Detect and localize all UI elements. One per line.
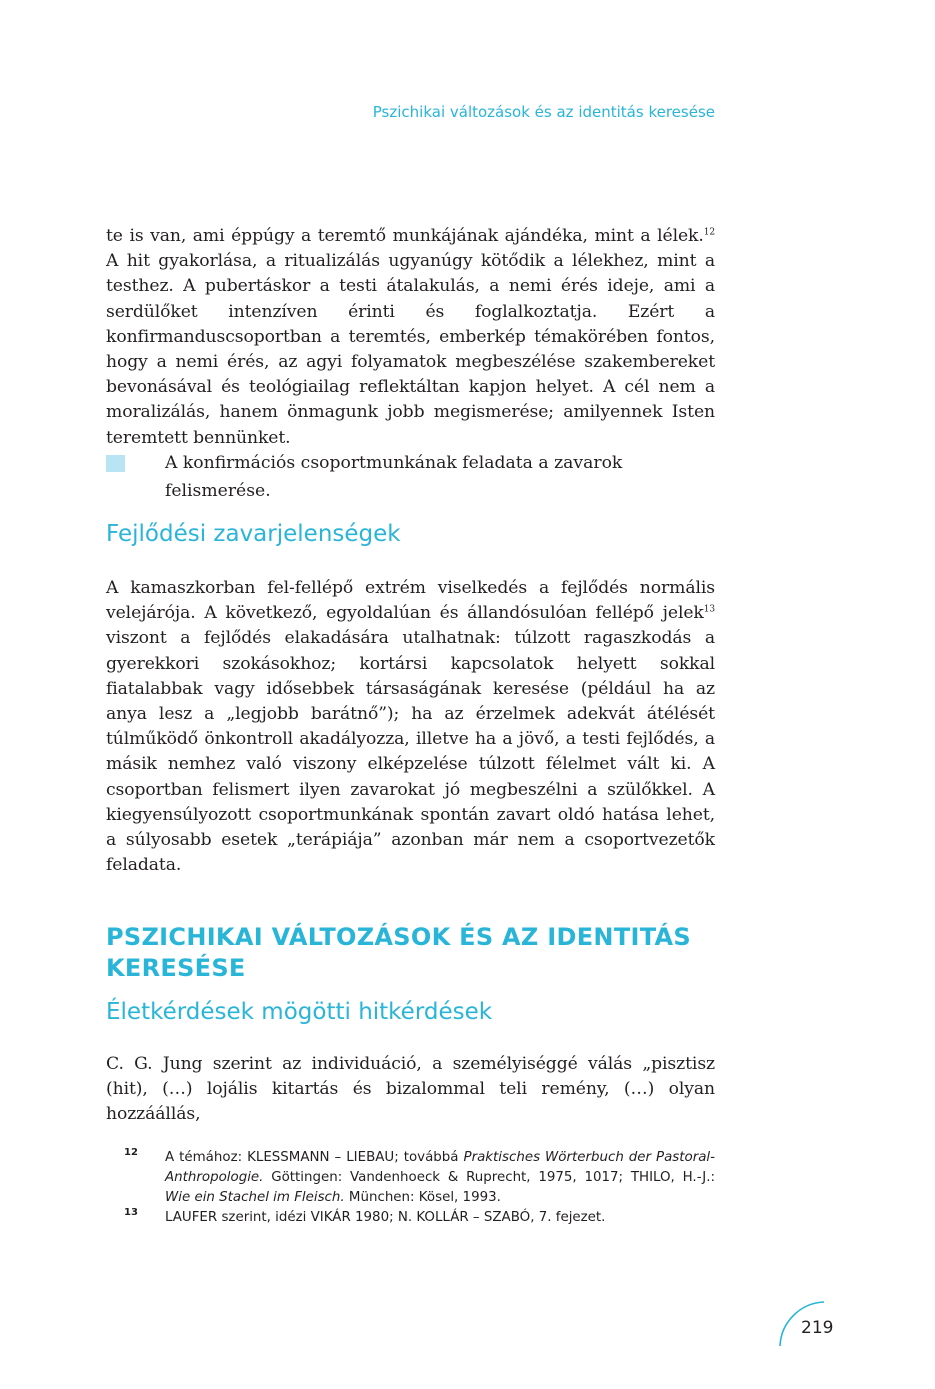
footnote-ref-12[interactable]: 12 (703, 227, 715, 238)
paragraph-text: A kamaszkorban fel-fellépő extrém viselkedés a fejlődés normális velejárója. A következő, egyoldalúan és állandósulóan fellépő jelek (106, 578, 715, 624)
footnote-text: A témához: KLESSMANN – LIEBAU; továbbá (165, 1150, 464, 1165)
highlight-box (106, 449, 715, 501)
running-head: Pszichikai változások és az identitás keresése (372, 103, 715, 121)
body-paragraph-2 (106, 576, 715, 878)
footnote-number: 13 (124, 1207, 138, 1218)
footnote-number: 12 (124, 1147, 138, 1158)
footnote-title-italic: Praktisches Wörterbuch der Pastoral-Anthropologie. (165, 1150, 715, 1185)
square-marker-icon (106, 455, 125, 472)
body-paragraph-3: C. G. Jung szerint az individuáció, a személyiséggé válás „pisztisz (hit), (…) lojális kitartás és bizalommal teli remény, (…) olyan hozzáállás, (106, 1054, 715, 1125)
footnote-text: Göttingen: Vandenhoeck & Ruprecht, 1975, 1017; THILO, H.-J.: (263, 1170, 715, 1185)
paragraph-text-cont: viszont a fejlődés elakadására utalhatnak: túlzott ragaszkodás a gyerekkori szokásokhoz; kortársi kapcsolatok helyett sokkal fiatalabbak vagy idősebbek társaságának keresése (például ha az anya lesz a „legjobb barátnő”); ha az érzelmek adekvát átélését túlműködő önkontroll akadályozza, illetve ha a jövő, a testi fejlődés, a másik nemhez való viszony elképzelése túlzott félelmet vált ki. A csoportban felismert ilyen zavarokat jó megbeszélni a szülőkkel. A kiegyensúlyozott csoportmunkának spontán zavart oldó hatása lehet, a súlyosabb esetek „terápiája” azonban már nem a csoportvezetők feladata. (106, 628, 715, 876)
footnote-text: München: Kösel, 1993. (344, 1190, 501, 1205)
paragraph-text-cont: A hit gyakorlása, a ritualizálás ugyanúgy kötődik a lélekhez, mint a testhez. A pubertáskor a testi átalakulás, a nemi érés ideje, ami a serdülőket intenzíven érinti és foglalkoztatja. Ezért a konfirmanduscsoportban a teremtés, emberkép témakörében fontos, hogy a nemi érés, az agyi folyamatok megbeszélése szakembereket bevonásával és teológiailag reflektáltan kapjon helyet. A cél nem a moralizálás, hanem önmagunk jobb megismerése; amilyennek Isten teremtett bennünket. (106, 251, 715, 448)
footnote-text: LAUFER szerint, idézi VIKÁR 1980; N. KOLLÁR – SZABÓ, 7. fejezet. (165, 1210, 606, 1225)
paragraph-text: te is van, ami éppúgy a teremtő munkájának ajándéka, mint a lélek. (106, 226, 704, 246)
body-paragraph-1 (106, 224, 715, 451)
chapter-heading: PSZICHIKAI VÁLTOZÁSOK ÉS AZ IDENTITÁS KERESÉSE (106, 923, 691, 982)
footnote-ref-13[interactable]: 13 (703, 604, 715, 615)
footnote-13 (106, 1208, 715, 1228)
subheading-fejlodesi-zavarjelensegek: Fejlődési zavarjelenségek (106, 521, 401, 547)
footnote-title-italic: Wie ein Stachel im Fleisch. (165, 1190, 345, 1205)
subheading-eletkerdesek: Életkérdések mögötti hitkérdések (106, 999, 493, 1025)
page-number: 219 (801, 1318, 834, 1338)
footnotes (106, 1148, 715, 1228)
footnote-12 (106, 1148, 715, 1208)
highlight-text: A konfirmációs csoportmunkának feladata a zavarok felismerése. (165, 453, 623, 501)
